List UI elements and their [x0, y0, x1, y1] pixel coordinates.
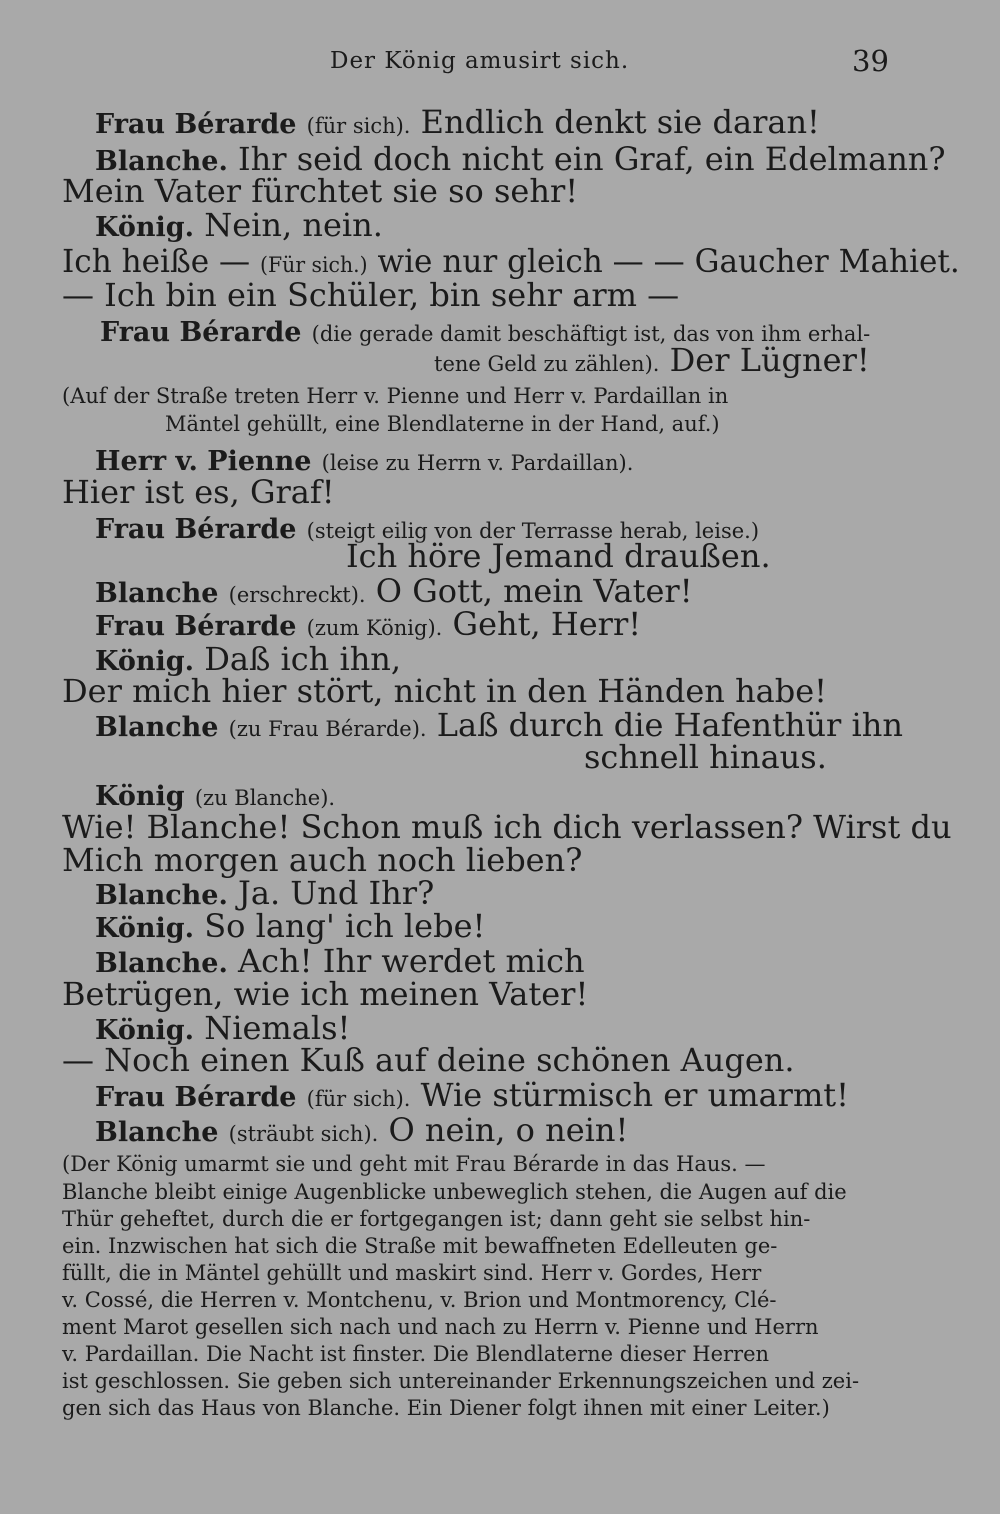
dialogue-line: Blanche. Ihr seid doch nicht ein Graf, ein Edelmann? — [95, 140, 946, 178]
line-text: Wie stürmisch er umarmt! — [420, 1076, 850, 1114]
dialogue-line — [584, 739, 827, 775]
line-text: Ihr seid doch nicht ein Graf, ein Edelmann? — [238, 140, 946, 178]
stage-direction-line: ist geschlossen. Sie geben sich untereinander Erkennungszeichen und zei- — [62, 1369, 860, 1393]
dialogue-line: König. Nein, nein. — [95, 206, 383, 244]
dialogue-line — [95, 104, 820, 144]
line-text: Endlich denkt sie daran! — [420, 103, 820, 141]
dialogue-line — [62, 173, 578, 209]
stage-direction: (Für sich.) — [260, 253, 368, 277]
stage-direction-line: füllt, die in Mäntel gehüllt und maskirt sind. Herr v. Gordes, Herr — [62, 1261, 762, 1285]
line-text: Mich morgen auch noch lieben? — [62, 841, 583, 879]
dialogue-line — [346, 538, 771, 574]
dialogue-line: König. So lang' ich lebe! — [95, 907, 486, 945]
stage-direction-line: ein. Inzwischen hat sich die Straße mit bewaffneten Edelleuten ge- — [62, 1234, 778, 1258]
dialogue-line: Blanche. Ach! Ihr werdet mich — [95, 942, 585, 980]
dialogue-line: König. Daß ich ihn, — [95, 640, 402, 678]
stage-direction: (zum König). — [306, 616, 443, 640]
line-text: Geht, Herr! — [452, 605, 642, 643]
dialogue-line — [62, 809, 952, 845]
stage-direction-line: Blanche bleibt einige Augenblicke unbeweglich stehen, die Augen auf die — [62, 1180, 847, 1204]
line-text: O nein, o nein! — [388, 1111, 629, 1149]
line-text: Ja. Und Ihr? — [238, 874, 435, 912]
line-text: Mein Vater fürchtet sie so sehr! — [62, 172, 579, 210]
dialogue-line: König. Niemals! — [95, 1009, 351, 1047]
speaker-name: Blanche — [95, 578, 219, 609]
line-text: Ach! Ihr werdet mich — [238, 942, 585, 980]
stage-direction-line: v. Pardaillan. Die Nacht ist finster. Die Blendlaterne dieser Herren — [62, 1342, 770, 1366]
stage-direction: (für sich). — [306, 114, 411, 138]
speaker-name: König — [95, 1015, 185, 1046]
page-number: 39 — [852, 44, 889, 78]
stage-direction: (für sich). — [306, 1087, 411, 1111]
stage-direction: (leise zu Herrn v. Pardaillan). — [321, 451, 634, 475]
running-title: Der König amusirt sich. — [330, 48, 630, 74]
dialogue-line — [62, 976, 588, 1012]
line-text: wie nur gleich — — Gaucher Mahiet. — [377, 242, 960, 280]
line-text: Daß ich ihn, — [204, 640, 402, 678]
line-text: Hier ist es, Graf! — [62, 473, 335, 511]
stage-direction-line: v. Cossé, die Herren v. Montchenu, v. Brion und Montmorency, Clé- — [62, 1288, 777, 1312]
speaker-name: Frau Bérarde — [95, 1082, 297, 1113]
line-text: Betrügen, wie ich meinen Vater! — [62, 975, 589, 1013]
speaker-name: Frau Bérarde — [95, 109, 297, 140]
stage-direction-line: gen sich das Haus von Blanche. Ein Diener folgt ihnen mit einer Leiter.) — [62, 1396, 830, 1420]
line-text: Nein, nein. — [204, 206, 383, 244]
dialogue-line — [62, 474, 335, 510]
speaker-name: Herr v. Pienne — [95, 446, 312, 477]
stage-direction-line: (Auf der Straße treten Herr v. Pienne und Herr v. Pardaillan in — [62, 384, 729, 408]
stage-direction-line: Mäntel gehüllt, eine Blendlaterne in der Hand, auf.) — [165, 412, 720, 436]
dialogue-line — [62, 1042, 795, 1078]
stage-direction: (zu Frau Bérarde). — [228, 717, 427, 741]
line-text: — Ich bin ein Schüler, bin sehr arm — — [62, 276, 680, 314]
speaker-name: Frau Bérarde — [95, 611, 297, 642]
line-text: — Noch einen Kuß auf deine schönen Augen. — [62, 1041, 795, 1079]
stage-direction-line: Thür geheftet, durch die er fortgegangen ist; dann geht sie selbst hin- — [62, 1207, 811, 1231]
speaker-name: Frau Bérarde — [95, 514, 297, 545]
stage-direction-line: ment Marot gesellen sich nach und nach zu Herrn v. Pienne und Herrn — [62, 1315, 819, 1339]
stage-direction: (die gerade damit beschäftigt ist, das von ihm erhal- — [311, 322, 871, 346]
stage-direction-line: (Der König umarmt sie und geht mit Frau Bérarde in das Haus. — — [62, 1152, 766, 1176]
line-text: Der mich hier stört, nicht in den Händen habe! — [62, 672, 828, 710]
speaker-name: Blanche — [95, 880, 219, 911]
stage-direction: tene Geld zu zählen). — [434, 352, 660, 376]
stage-direction: (zu Blanche). — [194, 786, 336, 810]
speaker-name: Blanche — [95, 712, 219, 743]
dialogue-line — [434, 342, 870, 382]
line-text: Wie! Blanche! Schon muß ich dich verlassen? Wirst du — [62, 808, 952, 846]
line-text: So lang' ich lebe! — [204, 907, 486, 945]
speaker-name: König — [95, 913, 185, 944]
line-text: Ich heiße — — [62, 242, 251, 280]
speaker-name: Blanche — [95, 948, 219, 979]
speaker-name: König — [95, 781, 185, 812]
stage-direction: (erschreckt). — [228, 583, 366, 607]
dialogue-line: Blanche. Ja. Und Ihr? — [95, 874, 435, 912]
speaker-name: König — [95, 646, 185, 677]
speaker-name: Frau Bérarde — [100, 317, 302, 348]
page-header — [0, 44, 1000, 82]
dialogue-line — [62, 842, 582, 878]
line-text: Ich höre Jemand draußen. — [346, 537, 771, 575]
line-text: O Gott, mein Vater! — [375, 572, 693, 610]
speaker-name: König — [95, 212, 185, 243]
line-text: Niemals! — [204, 1009, 351, 1047]
line-text: Der Lügner! — [669, 341, 870, 379]
dialogue-line — [95, 1112, 628, 1152]
speaker-name: Blanche — [95, 146, 219, 177]
line-text: Laß durch die Hafenthür ihn — [436, 706, 903, 744]
stage-direction: (steigt eilig von der Terrasse herab, leise.) — [306, 519, 760, 543]
dialogue-line — [62, 277, 679, 313]
speaker-name: Blanche — [95, 1117, 219, 1148]
line-text: schnell hinaus. — [584, 738, 827, 776]
dialogue-line — [62, 673, 827, 709]
stage-direction: (sträubt sich). — [228, 1122, 379, 1146]
